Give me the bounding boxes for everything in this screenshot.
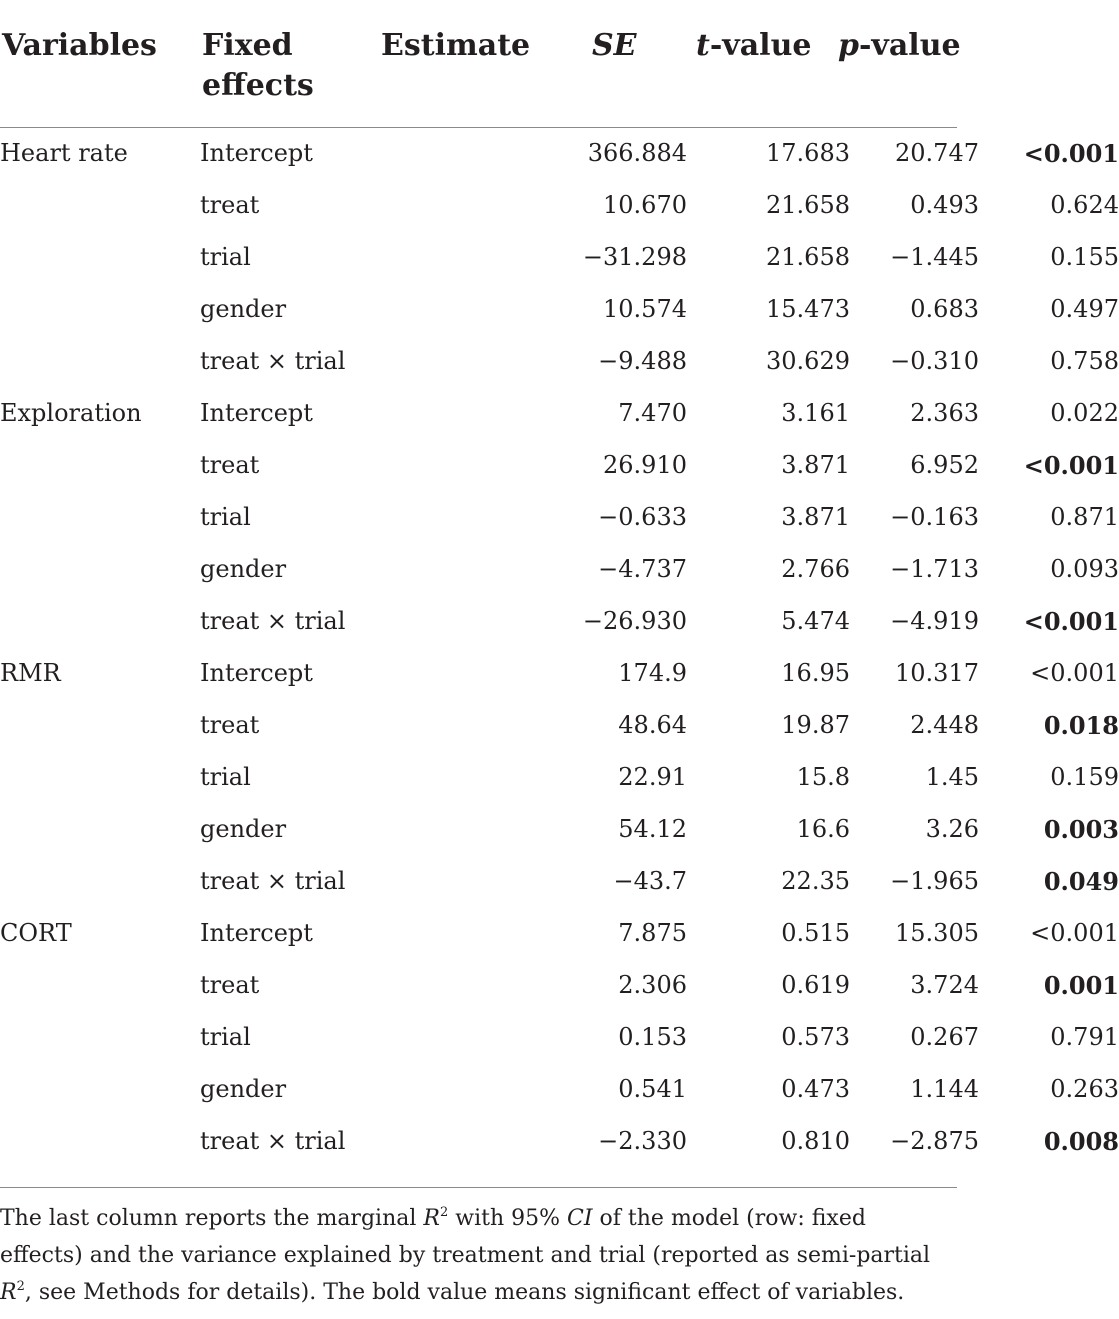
- table-row: [0, 283, 1119, 335]
- table-row: [0, 335, 1119, 387]
- cell-variable: Exploration: [0, 399, 142, 427]
- cell-se: 0.515: [781, 919, 850, 947]
- cell-variable: [0, 959, 200, 1011]
- footnote-ci: CI: [567, 1206, 593, 1231]
- cell-p-value: 0.093: [1050, 555, 1119, 583]
- cell-fixed-effect: treat: [200, 971, 260, 999]
- cell-t-value: 6.952: [910, 451, 979, 479]
- footnote-part4: , see Methods for details). The bold value means significant effect of variables.: [24, 1280, 905, 1305]
- cell-estimate: −2.330: [598, 1127, 687, 1155]
- cell-fixed-effect: trial: [200, 243, 251, 271]
- cell-t-value: 3.26: [925, 815, 979, 843]
- cell-fixed-effect: gender: [200, 555, 287, 583]
- cell-p-value: 0.003: [1043, 814, 1119, 844]
- cell-variable: [0, 1011, 200, 1063]
- cell-p-value: 0.008: [1043, 1126, 1119, 1156]
- cell-t-value: 0.267: [910, 1023, 979, 1051]
- cell-t-value: −1.965: [890, 867, 979, 895]
- cell-p-value: <0.001: [1023, 450, 1119, 480]
- cell-estimate: 10.670: [603, 191, 687, 219]
- footnote-part1: The last column reports the marginal: [0, 1206, 424, 1231]
- header-se: [592, 26, 637, 66]
- cell-variable: [0, 595, 200, 647]
- cell-se: 16.6: [796, 815, 850, 843]
- cell-t-value: −1.445: [890, 243, 979, 271]
- cell-estimate: 10.574: [603, 295, 687, 323]
- cell-estimate: −43.7: [613, 867, 687, 895]
- cell-se: 22.35: [781, 867, 850, 895]
- cell-p-value: 0.791: [1050, 1023, 1119, 1051]
- cell-p-value: 0.049: [1043, 866, 1119, 896]
- table-row: [0, 491, 1119, 543]
- cell-se: 15.473: [766, 295, 850, 323]
- cell-fixed-effect: treat: [200, 451, 260, 479]
- cell-p-value: 0.624: [1050, 191, 1119, 219]
- table-row: [0, 1115, 1119, 1167]
- cell-p-value: 0.758: [1050, 347, 1119, 375]
- cell-se: 16.95: [781, 659, 850, 687]
- cell-t-value: 2.363: [910, 399, 979, 427]
- results-table-body: [0, 127, 1119, 1167]
- cell-fixed-effect: Intercept: [200, 659, 313, 687]
- header-fixed-effects: [202, 26, 314, 106]
- cell-estimate: −26.930: [582, 607, 687, 635]
- cell-p-value: 0.497: [1050, 295, 1119, 323]
- header-fixed-line1: Fixed: [202, 28, 293, 63]
- cell-t-value: 3.724: [910, 971, 979, 999]
- cell-variable: [0, 179, 200, 231]
- cell-variable: CORT: [0, 919, 72, 947]
- table-bottom-rule: [0, 1187, 957, 1188]
- table-row: [0, 751, 1119, 803]
- cell-se: 5.474: [781, 607, 850, 635]
- cell-estimate: 0.541: [618, 1075, 687, 1103]
- cell-estimate: 54.12: [618, 815, 687, 843]
- cell-fixed-effect: Intercept: [200, 139, 313, 167]
- cell-p-value: 0.022: [1050, 399, 1119, 427]
- cell-variable: [0, 1063, 200, 1115]
- cell-fixed-effect: Intercept: [200, 399, 313, 427]
- cell-t-value: −4.919: [890, 607, 979, 635]
- table-row: [0, 595, 1119, 647]
- cell-se: 2.766: [781, 555, 850, 583]
- cell-se: 3.871: [781, 451, 850, 479]
- footnote-part2: with 95%: [448, 1206, 568, 1231]
- table-row: [0, 1063, 1119, 1115]
- cell-se: 19.87: [781, 711, 850, 739]
- cell-p-value: <0.001: [1030, 919, 1119, 947]
- cell-se: 15.8: [796, 763, 850, 791]
- cell-variable: [0, 855, 200, 907]
- cell-fixed-effect: Intercept: [200, 919, 313, 947]
- cell-estimate: 22.91: [618, 763, 687, 791]
- footnote-part3: of the model (row: fixed effects) and the variance explained by treatment and trial (reported as semi-partial: [0, 1206, 931, 1268]
- cell-p-value: 0.155: [1050, 243, 1119, 271]
- cell-variable: [0, 803, 200, 855]
- cell-fixed-effect: treat: [200, 191, 260, 219]
- cell-t-value: 10.317: [895, 659, 979, 687]
- cell-fixed-effect: trial: [200, 1023, 251, 1051]
- cell-fixed-effect: treat × trial: [200, 867, 346, 895]
- header-t-value: [696, 26, 811, 66]
- cell-p-value: 0.159: [1050, 763, 1119, 791]
- cell-p-value: <0.001: [1023, 138, 1119, 168]
- cell-se: 0.573: [781, 1023, 850, 1051]
- cell-se: 0.810: [781, 1127, 850, 1155]
- table-row: [0, 855, 1119, 907]
- header-t-rest: -value: [709, 28, 812, 63]
- header-estimate: Estimate: [381, 28, 531, 63]
- cell-fixed-effect: treat: [200, 711, 260, 739]
- cell-t-value: −2.875: [890, 1127, 979, 1155]
- cell-se: 0.473: [781, 1075, 850, 1103]
- footnote-sup2: 2: [16, 1279, 25, 1294]
- cell-estimate: −4.737: [598, 555, 687, 583]
- table-row: [0, 959, 1119, 1011]
- cell-estimate: 48.64: [618, 711, 687, 739]
- cell-p-value: 0.001: [1043, 970, 1119, 1000]
- header-p-italic: p: [838, 28, 859, 63]
- footnote-r: R: [423, 1206, 440, 1231]
- cell-p-value: 0.018: [1043, 710, 1119, 740]
- cell-fixed-effect: treat × trial: [200, 347, 346, 375]
- header-t-italic: t: [696, 28, 710, 63]
- table-row: [0, 803, 1119, 855]
- cell-t-value: −1.713: [890, 555, 979, 583]
- table-row: [0, 543, 1119, 595]
- cell-variable: [0, 751, 200, 803]
- cell-fixed-effect: treat × trial: [200, 1127, 346, 1155]
- cell-t-value: −0.163: [890, 503, 979, 531]
- cell-se: 21.658: [766, 243, 850, 271]
- cell-t-value: −0.310: [890, 347, 979, 375]
- cell-variable: [0, 1115, 200, 1167]
- table-row: [0, 1011, 1119, 1063]
- cell-estimate: −0.633: [598, 503, 687, 531]
- header-se-text: SE: [592, 28, 637, 63]
- cell-se: 3.871: [781, 503, 850, 531]
- cell-se: 3.161: [781, 399, 850, 427]
- cell-variable: Heart rate: [0, 139, 128, 167]
- cell-t-value: 0.493: [910, 191, 979, 219]
- table-row: [0, 231, 1119, 283]
- cell-variable: [0, 543, 200, 595]
- cell-estimate: 7.875: [618, 919, 687, 947]
- cell-p-value: 0.263: [1050, 1075, 1119, 1103]
- cell-fixed-effect: trial: [200, 763, 251, 791]
- cell-t-value: 15.305: [895, 919, 979, 947]
- cell-p-value: 0.871: [1050, 503, 1119, 531]
- cell-fixed-effect: trial: [200, 503, 251, 531]
- cell-se: 30.629: [766, 347, 850, 375]
- header-fixed-line2: effects: [202, 68, 314, 103]
- cell-t-value: 2.448: [910, 711, 979, 739]
- cell-variable: [0, 491, 200, 543]
- cell-estimate: 2.306: [618, 971, 687, 999]
- cell-estimate: 26.910: [603, 451, 687, 479]
- header-variables: Variables: [2, 28, 157, 63]
- cell-estimate: 0.153: [618, 1023, 687, 1051]
- cell-variable: RMR: [0, 659, 61, 687]
- cell-variable: [0, 439, 200, 491]
- table-row: [0, 907, 1119, 959]
- cell-variable: [0, 335, 200, 387]
- cell-t-value: 20.747: [895, 139, 979, 167]
- table-row: [0, 647, 1119, 699]
- table-row: [0, 179, 1119, 231]
- cell-variable: [0, 231, 200, 283]
- cell-se: 17.683: [766, 139, 850, 167]
- cell-p-value: <0.001: [1030, 659, 1119, 687]
- cell-fixed-effect: gender: [200, 815, 287, 843]
- footnote-sup: 2: [439, 1205, 449, 1220]
- cell-estimate: 174.9: [618, 659, 687, 687]
- cell-p-value: <0.001: [1023, 606, 1119, 636]
- table-row: [0, 439, 1119, 491]
- cell-t-value: 1.45: [925, 763, 979, 791]
- cell-estimate: −31.298: [582, 243, 687, 271]
- cell-fixed-effect: treat × trial: [200, 607, 346, 635]
- cell-estimate: −9.488: [598, 347, 687, 375]
- cell-variable: [0, 283, 200, 335]
- table-row: [0, 699, 1119, 751]
- header-p-value: [838, 26, 961, 66]
- cell-estimate: 7.470: [618, 399, 687, 427]
- table-row: [0, 387, 1119, 439]
- results-table: [0, 127, 1119, 1167]
- header-p-rest: -value: [858, 28, 961, 63]
- table-row: [0, 127, 1119, 179]
- cell-fixed-effect: gender: [200, 295, 287, 323]
- cell-variable: [0, 699, 200, 751]
- cell-estimate: 366.884: [587, 139, 687, 167]
- footnote-r2: R: [0, 1280, 17, 1305]
- table-footnote: [0, 1200, 940, 1311]
- cell-se: 0.619: [781, 971, 850, 999]
- cell-t-value: 0.683: [910, 295, 979, 323]
- cell-t-value: 1.144: [910, 1075, 979, 1103]
- cell-fixed-effect: gender: [200, 1075, 287, 1103]
- cell-se: 21.658: [766, 191, 850, 219]
